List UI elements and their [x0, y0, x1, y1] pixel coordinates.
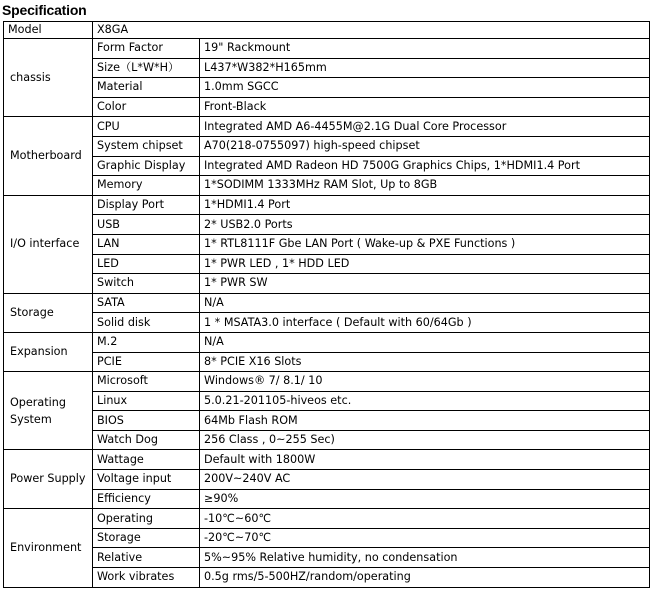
table-row: [4, 568, 650, 588]
spec-label: USB: [93, 215, 200, 235]
spec-label: PCIE: [93, 352, 200, 372]
spec-value: 1* RTL8111F Gbe LAN Port ( Wake-up & PXE Functions ): [200, 234, 650, 254]
spec-value: N/A: [200, 332, 650, 352]
table-row: [4, 470, 650, 490]
group-label: Power Supply: [4, 450, 93, 509]
spec-label: Memory: [93, 176, 200, 196]
spec-label: Work vibrates: [93, 568, 200, 588]
spec-label: Watch Dog: [93, 430, 200, 450]
spec-value: 200V~240V AC: [200, 470, 650, 490]
spec-label: Graphic Display: [93, 156, 200, 176]
spec-label: Voltage input: [93, 470, 200, 490]
group-label: chassis: [4, 39, 93, 117]
spec-value: 5.0.21-201105-hiveos etc.: [200, 391, 650, 411]
table-row: [4, 136, 650, 156]
table-row: [4, 411, 650, 431]
spec-label: Efficiency: [93, 489, 200, 509]
page-title: Specification: [2, 2, 87, 18]
spec-value: L437*W382*H165mm: [200, 58, 650, 78]
table-row: [4, 313, 650, 333]
spec-value: Integrated AMD Radeon HD 7500G Graphics Chips, 1*HDMI1.4 Port: [200, 156, 650, 176]
specification-table: [3, 21, 650, 588]
spec-value: 19" Rackmount: [200, 39, 650, 59]
table-row: [4, 274, 650, 294]
spec-label: M.2: [93, 332, 200, 352]
spec-value: Front-Black: [200, 97, 650, 117]
table-row: [4, 509, 650, 529]
spec-label: Display Port: [93, 195, 200, 215]
spec-value: A70(218-0755097) high-speed chipset: [200, 136, 650, 156]
spec-value: 1*HDMI1.4 Port: [200, 195, 650, 215]
table-row: [4, 117, 650, 137]
table-row: [4, 78, 650, 98]
table-row: [4, 489, 650, 509]
table-row: [4, 195, 650, 215]
spec-label: BIOS: [93, 411, 200, 431]
spec-label: Microsoft: [93, 372, 200, 392]
spec-value: 8* PCIE X16 Slots: [200, 352, 650, 372]
table-row: [4, 430, 650, 450]
spec-value: -20℃~70℃: [200, 528, 650, 548]
spec-label: Operating: [93, 509, 200, 529]
table-row: [4, 391, 650, 411]
spec-value: 1* PWR SW: [200, 274, 650, 294]
group-label: Storage: [4, 293, 93, 332]
table-row: [4, 548, 650, 568]
spec-label: LAN: [93, 234, 200, 254]
spec-label: Solid disk: [93, 313, 200, 333]
table-row: [4, 332, 650, 352]
spec-value: Default with 1800W: [200, 450, 650, 470]
spec-value: 256 Class , 0~255 Sec): [200, 430, 650, 450]
spec-value: N/A: [200, 293, 650, 313]
spec-value: Integrated AMD A6-4455M@2.1G Dual Core Processor: [200, 117, 650, 137]
spec-label: CPU: [93, 117, 200, 137]
spec-value: 0.5g rms/5-500HZ/random/operating: [200, 568, 650, 588]
table-row: [4, 58, 650, 78]
spec-label: Wattage: [93, 450, 200, 470]
group-label: I/O interface: [4, 195, 93, 293]
spec-label: Size（L*W*H）: [93, 58, 200, 78]
spec-value: Windows® 7/ 8.1/ 10: [200, 372, 650, 392]
table-row: [4, 97, 650, 117]
table-row: [4, 215, 650, 235]
spec-label: Material: [93, 78, 200, 98]
table-row: [4, 156, 650, 176]
table-row: [4, 528, 650, 548]
spec-label: Color: [93, 97, 200, 117]
spec-label: Storage: [93, 528, 200, 548]
spec-value: 1*SODIMM 1333MHz RAM Slot, Up to 8GB: [200, 176, 650, 196]
spec-value: 1 * MSATA3.0 interface ( Default with 60/64Gb ): [200, 313, 650, 333]
spec-value: ≥90%: [200, 489, 650, 509]
spec-label: Switch: [93, 274, 200, 294]
group-label: Motherboard: [4, 117, 93, 195]
group-label: Operating System: [4, 372, 93, 450]
table-row: [4, 39, 650, 59]
spec-label: SATA: [93, 293, 200, 313]
spec-value: -10℃~60℃: [200, 509, 650, 529]
spec-label: LED: [93, 254, 200, 274]
table-row: [4, 352, 650, 372]
table-row: [4, 293, 650, 313]
spec-label: System chipset: [93, 136, 200, 156]
model-value: X8GA: [93, 22, 650, 39]
spec-label: Relative: [93, 548, 200, 568]
spec-value: 1* PWR LED , 1* HDD LED: [200, 254, 650, 274]
table-row: [4, 234, 650, 254]
model-row: [4, 22, 650, 39]
spec-value: 5%~95% Relative humidity, no condensation: [200, 548, 650, 568]
group-label: Environment: [4, 509, 93, 587]
spec-value: 2* USB2.0 Ports: [200, 215, 650, 235]
table-row: [4, 450, 650, 470]
spec-label: Linux: [93, 391, 200, 411]
model-label: Model: [4, 22, 93, 39]
spec-value: 64Mb Flash ROM: [200, 411, 650, 431]
group-label: Expansion: [4, 332, 93, 371]
table-row: [4, 254, 650, 274]
spec-value: 1.0mm SGCC: [200, 78, 650, 98]
specification-table-body: [4, 22, 650, 588]
table-row: [4, 176, 650, 196]
table-row: [4, 372, 650, 392]
spec-label: Form Factor: [93, 39, 200, 59]
